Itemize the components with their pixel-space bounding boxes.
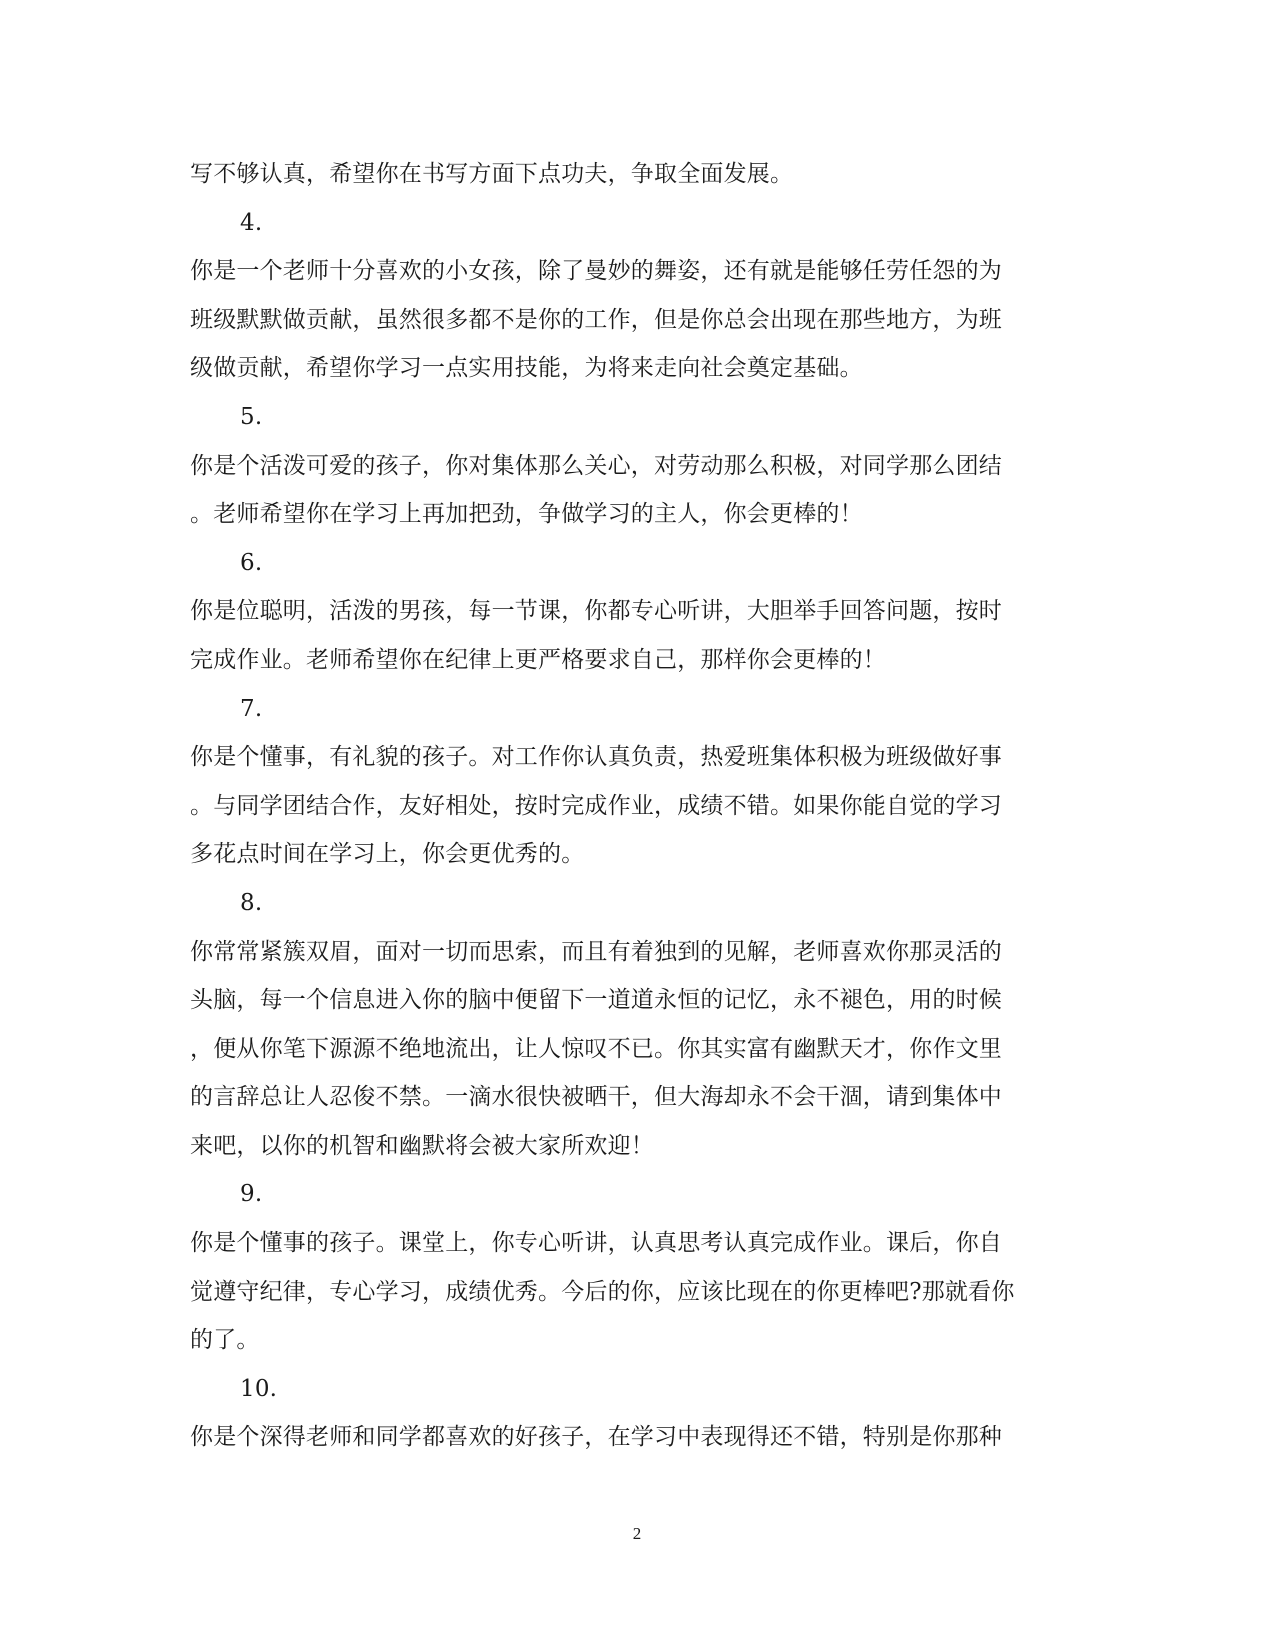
text-line: 写不够认真，希望你在书写方面下点功夫，争取全面发展。 — [190, 161, 794, 187]
text-line: 。老师希望你在学习上再加把劲，争做学习的主人，你会更棒的！ — [190, 501, 863, 528]
text-line: 你常常紧簇双眉，面对一切而思索，而且有着独到的见解，老师喜欢你那灵活的 — [190, 938, 1002, 965]
item-number: 6. — [240, 549, 263, 576]
text-line: 来吧，以你的机智和幽默将会被大家所欢迎！ — [190, 1132, 654, 1159]
text-line: 你是个懂事的孩子。课堂上，你专心听讲，认真思考认真完成作业。课后，你自 — [190, 1230, 1002, 1257]
item-number: 5. — [240, 403, 263, 430]
text-line: 级做贡献，希望你学习一点实用技能，为将来走向社会奠定基础。 — [190, 355, 863, 382]
document-body — [190, 150, 1090, 1462]
text-line: ，便从你笔下源源不绝地流出，让人惊叹不已。你其实富有幽默天才，你作文里 — [190, 1035, 1002, 1062]
page-number: 2 — [632, 1524, 642, 1543]
text-line: 头脑，每一个信息进入你的脑中便留下一道道永恒的记忆，永不褪色，用的时候 — [190, 987, 1002, 1014]
text-line: 你是位聪明，活泼的男孩，每一节课，你都专心听讲，大胆举手回答问题，按时 — [190, 598, 1002, 625]
item-number: 8. — [240, 889, 263, 916]
item-number: 9. — [240, 1181, 263, 1208]
text-line: 觉遵守纪律，专心学习，成绩优秀。今后的你，应该比现在的你更棒吧?那就看你 — [190, 1278, 1015, 1305]
text-line: 多花点时间在学习上，你会更优秀的。 — [190, 841, 585, 868]
text-line: 班级默默做贡献，虽然很多都不是你的工作，但是你总会出现在那些地方，为班 — [190, 306, 1002, 333]
text-line: 你是个活泼可爱的孩子，你对集体那么关心，对劳动那么积极，对同学那么团结 — [190, 452, 1002, 479]
text-line: 你是个懂事，有礼貌的孩子。对工作你认真负责，热爱班集体积极为班级做好事 — [190, 744, 1002, 771]
text-line: 你是一个老师十分喜欢的小女孩，除了曼妙的舞姿，还有就是能够任劳任怨的为 — [190, 258, 1002, 285]
item-number: 7. — [240, 695, 263, 722]
item-number: 4. — [240, 209, 263, 236]
text-line: 的了。 — [190, 1327, 260, 1354]
text-line: 的言辞总让人忍俊不禁。一滴水很快被晒干，但大海却永不会干涸，请到集体中 — [190, 1084, 1002, 1111]
text-line: 完成作业。老师希望你在纪律上更严格要求自己，那样你会更棒的！ — [190, 646, 886, 673]
item-number: 10. — [240, 1375, 278, 1402]
text-line: 你是个深得老师和同学都喜欢的好孩子，在学习中表现得还不错，特别是你那种 — [190, 1424, 1002, 1451]
text-line: 。与同学团结合作，友好相处，按时完成作业，成绩不错。如果你能自觉的学习 — [190, 792, 1002, 819]
